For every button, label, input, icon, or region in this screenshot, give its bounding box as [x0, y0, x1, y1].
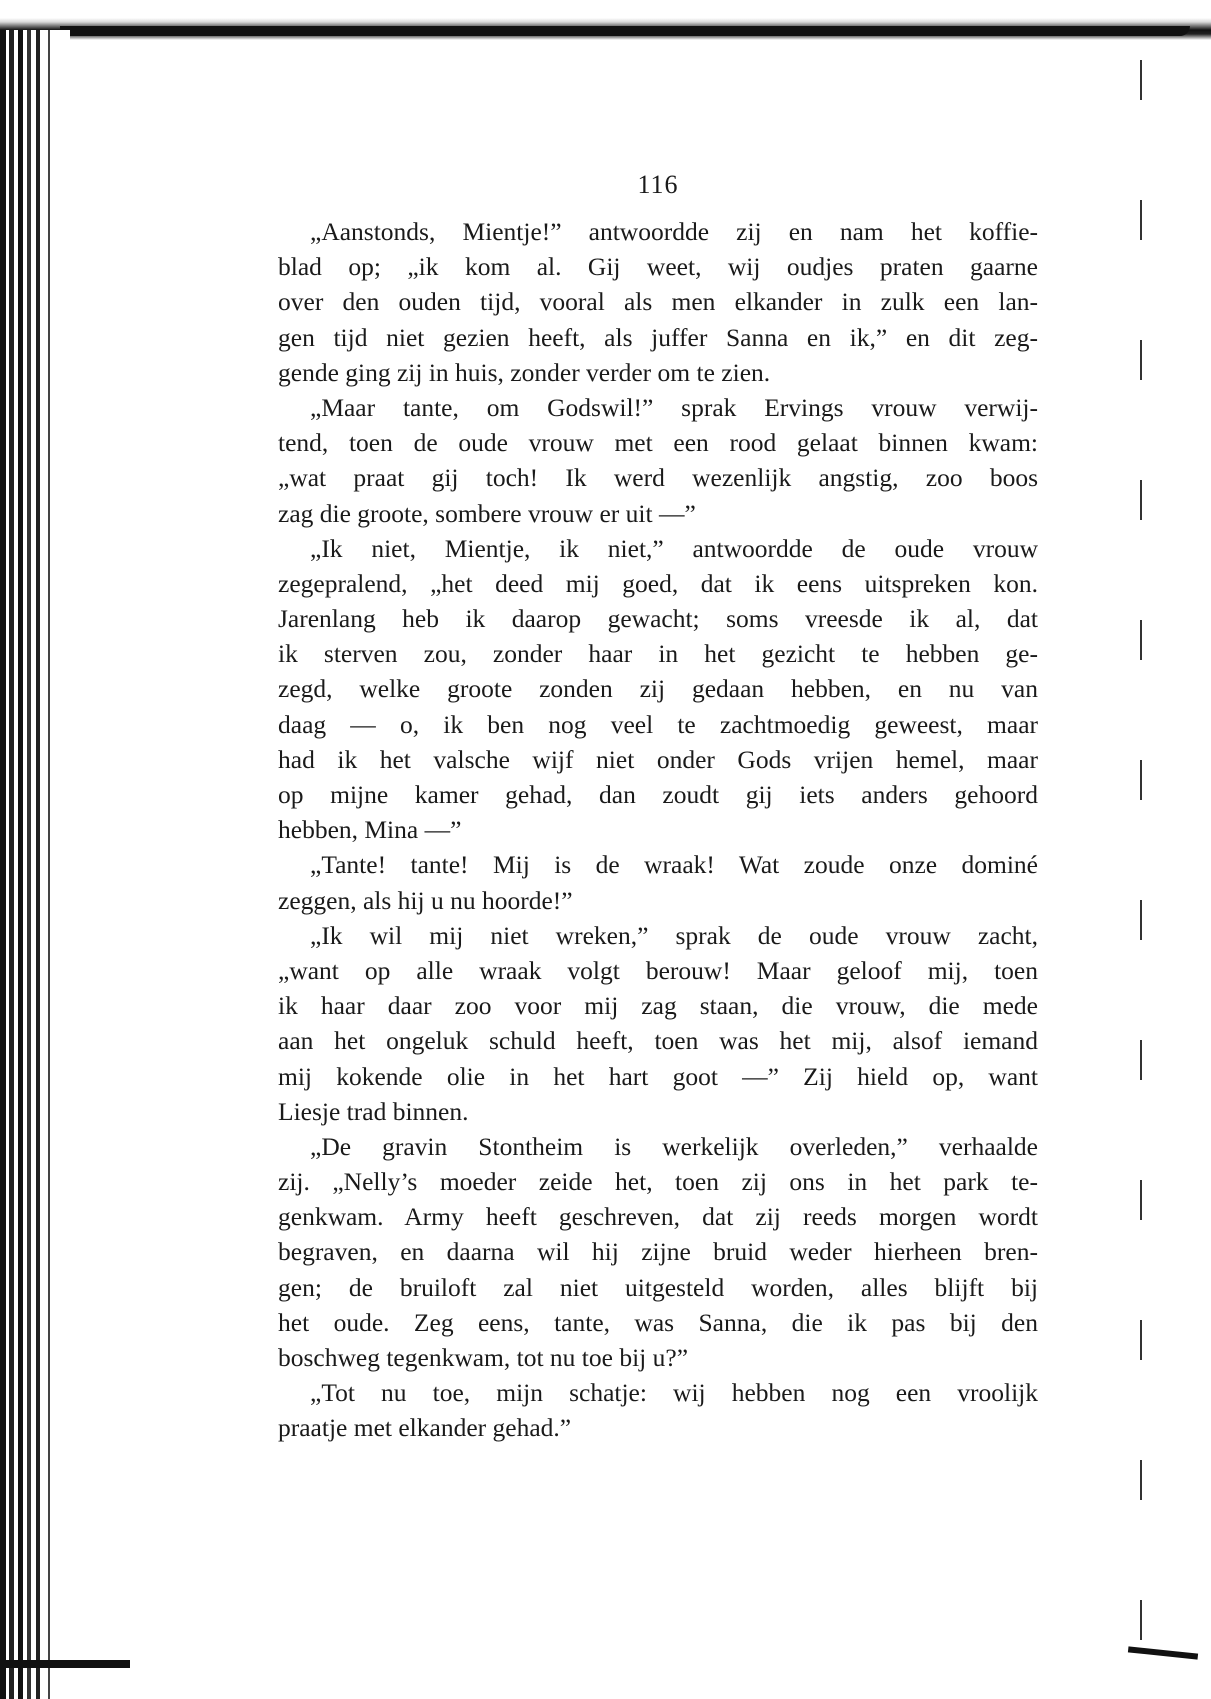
text-line: „wat praat gij toch! Ik werd wezenlijk angstig, zoo boos [278, 463, 1038, 493]
body-text [278, 214, 1038, 1446]
text-line: over den ouden tijd, vooral als men elkander in zulk een lan- [278, 287, 1038, 317]
text-line: zegd, welke groote zonden zij gedaan hebben, en nu van [278, 674, 1038, 704]
text-line: zag die groote, sombere vrouw er uit —” [278, 498, 696, 528]
text-line: „want op alle wraak volgt berouw! Maar geloof mij, toen [278, 955, 1038, 985]
text-line: „Tot nu toe, mijn schatje: wij hebben nog een vroolijk [310, 1378, 1038, 1408]
text-line: Jarenlang heb ik daarop gewacht; soms vreesde ik al, dat [278, 604, 1038, 634]
text-line: boschweg tegenkwam, tot nu toe bij u?” [278, 1343, 689, 1372]
text-line: mij kokende olie in het hart goot —” Zij hield op, want [278, 1061, 1038, 1091]
text-line: „Tante! tante! Mij is de wraak! Wat zoude onze dominé [310, 850, 1038, 880]
text-line: hebben, Mina —” [278, 815, 462, 845]
text-line: begraven, en daarna wil hij zijne bruid weder hierheen bren- [278, 1237, 1038, 1267]
right-page-edge [1140, 60, 1142, 1680]
text-line: „Ik wil mij niet wreken,” sprak de oude vrouw zacht, [310, 920, 1038, 950]
text-line: „Aanstonds, Mientje!” antwoordde zij en nam het koffie- [310, 217, 1038, 246]
text-line: daag — o, ik ben nog veel te zachtmoedig geweest, maar [278, 709, 1038, 739]
text-line: „De gravin Stontheim is werkelijk overleden,” verhaalde [310, 1131, 1038, 1161]
text-line: zeggen, als hij u nu hoorde!” [278, 885, 573, 915]
scan-top-shadow [60, 26, 1190, 36]
text-line: aan het ongeluk schuld heeft, toen was het mij, alsof iemand [278, 1026, 1038, 1056]
text-line: gende ging zij in huis, zonder verder om te zien. [278, 357, 771, 387]
text-line: zij. „Nelly’s moeder zeide het, toen zij ons in het park te- [278, 1167, 1038, 1197]
text-line: het oude. Zeg eens, tante, was Sanna, die ik pas bij den [278, 1307, 1038, 1337]
text-line: op mijne kamer gehad, dan zoudt gij iets anders gehoord [278, 780, 1038, 809]
text-line: tend, toen de oude vrouw met een rood gelaat binnen kwam: [278, 428, 1038, 458]
text-line: gen tijd niet gezien heeft, als juffer Sanna en ik,” en dit zeg- [278, 322, 1038, 352]
binding-bottom-mark [0, 1660, 130, 1668]
book-binding-edge [0, 30, 70, 1699]
text-line: had ik het valsche wijf niet onder Gods vrijen hemel, maar [278, 744, 1038, 774]
text-line: gen; de bruiloft zal niet uitgesteld worden, alles blijft bij [278, 1272, 1038, 1302]
page-text-block [278, 170, 1038, 1446]
text-line: blad op; „ik kom al. Gij weet, wij oudjes praten gaarne [278, 252, 1038, 282]
text-line: praatje met elkander gehad.” [278, 1413, 572, 1443]
text-line: Liesje trad binnen. [278, 1096, 469, 1126]
text-line: „Maar tante, om Godswil!” sprak Ervings vrouw verwij- [310, 392, 1038, 422]
text-line: genkwam. Army heeft geschreven, dat zij reeds morgen wordt [278, 1202, 1038, 1232]
page-number: 116 [637, 170, 679, 199]
text-line: ik sterven zou, zonder haar in het gezicht te hebben ge- [278, 639, 1038, 669]
text-line: zegepralend, „het deed mij goed, dat ik eens uitspreken kon. [278, 568, 1038, 598]
text-line: ik haar daar zoo voor mij zag staan, die vrouw, die mede [278, 991, 1038, 1021]
text-line: „Ik niet, Mientje, ik niet,” antwoordde de oude vrouw [310, 533, 1038, 563]
right-corner-mark [1128, 1646, 1198, 1659]
